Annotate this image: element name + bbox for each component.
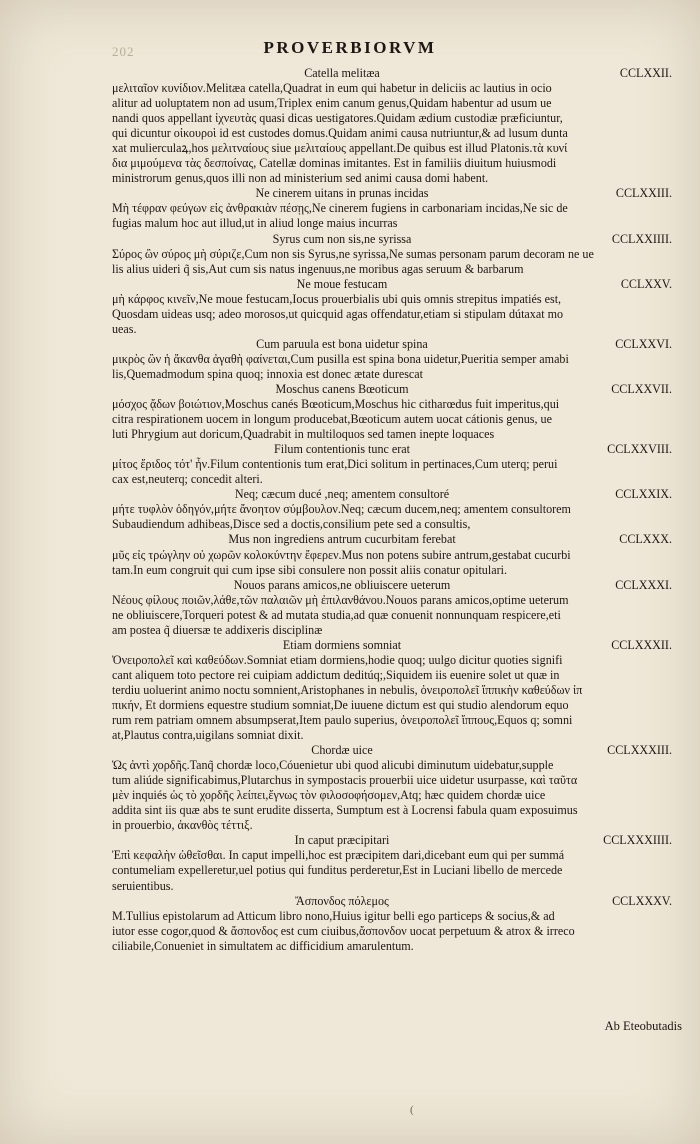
text-line: Quosdam uideas usq; adeo morosos,ut quicquid agas offendatur,etiam si stipulam dútaxat mo	[112, 306, 564, 321]
text-line: πικήν, Et dormiens equestre studium somniat,De iuuene dictum est qui studio alendorum equo	[112, 697, 569, 712]
text-line: rum rem patriam omnem absumpserat,Item paulo superius, ὀνειροπολεῖ ἵππους,Equos q; somni	[112, 713, 573, 728]
entry-heading	[112, 894, 672, 909]
proverb-entry	[112, 833, 672, 893]
text-line: μήτε τυφλὸν ὁδηγόν,μήτε ἄνοητον σύμβουλον.Neq; cæcum ducem,neq; amentem consultorem	[112, 502, 571, 517]
text-line: Μὴ τέφραν φεύγων εἰς ἀνθρακιὰν πέσῃς,Ne cinerem fugiens in carbonariam incidas,Ne sic de	[112, 201, 568, 216]
entry-heading	[112, 66, 672, 81]
text-line: ciliabile,Conueniet in simultatem ac difficidium amarulentum.	[112, 938, 414, 953]
text-line: seruientibus.	[112, 878, 174, 893]
running-title: PROVERBIORVM	[263, 38, 437, 57]
text-line: cax est,neuterq; concedit alteri.	[112, 472, 263, 487]
text-line: Ἐπὶ κεφαλὴν ὠθεῖσθαι. In caput impelli,hoc est præcipitem dari,dicebant eum qui per summá	[112, 848, 565, 863]
text-line: μελιταῖον κυνίδιον.Melitæa catella,Quadrat in eum qui habetur in deliciis ac lautius in ocio	[112, 81, 552, 96]
entry-number: CCLXXXIII.	[607, 743, 672, 758]
text-line: tum aliúde significabimus,Plutarchus in sympostacis prouerbii uice uidetur usurpasse, καὶ ταῦτα	[112, 773, 578, 788]
text-line: Ὀνειροπολεῖ καὶ καθεύδων.Somniat etiam dormiens,hodie quoq; uulgo dicitur quoties signifi	[112, 652, 563, 667]
text-line: tam.In eum congruit qui cum ipse sibi consulere non possit aliis conatur opitulari.	[112, 562, 507, 577]
entry-number: CCLXXII.	[619, 66, 672, 80]
catchword: Ab Eteobutadis	[604, 1019, 682, 1033]
proverb-entry	[112, 638, 672, 834]
entry-number: CCLXXXI.	[615, 577, 672, 592]
entry-number: CCLXXXV.	[612, 893, 672, 908]
proverb-entry	[112, 578, 672, 638]
entry-lemma: Ne moue festucam	[296, 276, 388, 291]
entry-lemma: Moschus canens Bœoticum	[275, 381, 409, 396]
text-line: μῦς εἰς τρώγλην οὐ χωρῶν κολοκύντην ἔφερεν.Mus non potens subire antrum,gestabat cucurbi	[112, 547, 571, 562]
entry-lemma: Filum contentionis tunc erat	[273, 442, 411, 457]
text-line: μίτος ἔριδος τότ' ἦν.Filum contentionis tum erat,Dici solitum in pertinaces,Cum uterq; perui	[112, 457, 558, 472]
proverb-entry	[112, 532, 672, 577]
entry-heading	[112, 487, 672, 502]
text-line: lis,Quemadmodum spina quoq; innoxia est donec ætate durescat	[112, 366, 424, 381]
text-line: μὲν inquiés ὡς τὸ χορδῆς λείπει,ἔγνως τὸν φιλοσοφήσομεν,Atq; hæc quidem chordæ uice	[112, 788, 546, 803]
text-line: μόσχος ᾄδων βοιώτιον,Moschus canés Bœoticum,Moschus hic citharœdus fuit imperitus,qui	[112, 397, 560, 412]
text-line: luti Phrygium aut doricum,Quadrabit in multiloquos sed tamen inepte loquaces	[112, 427, 495, 442]
text-line: qui dicuntur οἰκουροὶ id est custodes domus.Quidam animi causa nutriuntur,& ad lusum dunta	[112, 126, 568, 141]
entry-lemma: Ne cinerem uitans in prunas incidas	[255, 186, 429, 201]
entry-number: CCLXXXII.	[611, 637, 672, 652]
text-line: addita sint iis quæ abs te sunt erudite disserta, Sumptum est à Locrensi fabula quam exposuimus	[112, 803, 578, 818]
text-line: Σύρος ὢν σύρος μὴ σύριζε,Cum non sis Syrus,ne syrissa,Ne sumas personam parum decoram ne ue	[112, 246, 594, 261]
text-line: fugias malum hoc aut illud,ut in aliud longe maius incurras	[112, 216, 398, 231]
proverb-entry	[112, 232, 672, 277]
bottom-mark: (	[410, 1104, 414, 1116]
entry-lemma: In caput præcipitari	[294, 833, 390, 848]
text-line: citra respirationem uocem in longum producebat,Bœoticum autem uocat cátionis genus, ue	[112, 412, 552, 427]
proverb-entry	[112, 442, 672, 532]
text-line: μὴ κάρφος κινεῖν,Ne moue festucam,Iocus prouerbialis ubi quis omnis strepitus impatiés est,	[112, 291, 562, 306]
text-line: in prouerbio, ἀκανθὸς τέττιξ.	[112, 818, 253, 833]
entry-number: CCLXXIIII.	[611, 231, 672, 246]
proverb-entry	[112, 186, 672, 231]
entry-number: CCLXXIX.	[615, 487, 672, 502]
entry-lemma: Ἄσπονδος πόλεμος	[295, 893, 389, 908]
entry-lemma: Syrus cum non sis,ne syrissa	[272, 231, 412, 246]
entry-number: CCLXXIII.	[615, 186, 672, 201]
entry-heading	[112, 337, 672, 352]
text-line: nandi quos appellant ἰχνευτὰς quasi dicas uestigatores.Quidam ædium custodiæ præficiuntur,	[112, 111, 563, 126]
proverb-entry	[112, 66, 672, 186]
proverb-entry	[112, 382, 672, 442]
entry-lemma: Etiam dormiens somniat	[282, 637, 402, 652]
entry-heading	[112, 532, 672, 547]
proverb-entry	[112, 894, 672, 954]
folio-number: 202	[112, 44, 135, 59]
entry-heading	[112, 833, 672, 848]
proverb-entry	[112, 337, 672, 382]
entry-lemma: Cum paruula est bona uidetur spina	[256, 336, 428, 351]
entry-heading	[112, 382, 672, 397]
text-line: Ὡς ἀντὶ χορδῆς.Tanq̃ chordæ loco,Cóuenietur ubi quod alicubi diminutum uidebatur,supple	[112, 758, 554, 773]
text-line: lis alius uideri q̃ sis,Aut cum sis natus ingenuus,ne moribus agas seruum & barbarum	[112, 261, 524, 276]
entry-number: CCLXXVII.	[611, 381, 672, 396]
text-line: Subaudiendum adhibeas,Disce sed a doctis,consilium pete sed a consultis,	[112, 517, 471, 532]
text-line: xat mulierculaꝝ,hos μελιτναίους siue μελιταίους appellant.De quibus est illud Platonis.τὰ κυνί	[112, 141, 568, 156]
text-line: terdiu uoluerint animo noctu somnient,Aristophanes in nebulis, ὀνειροπολεῖ ἵππικὴν καθεύδων ἰπ	[112, 682, 583, 697]
entry-heading	[112, 232, 672, 247]
text-line: δια μιμούμενα τὰς δεσποίνας, Catellæ dominas imitantes. Est in familiis diuitum huiusmodi	[112, 156, 557, 171]
text-line: ne obliuiscere,Torqueri potest & ad mutata studia,ad quæ conuenit nonnunquam respicere,eti	[112, 607, 561, 622]
entry-lemma: Chordæ uice	[311, 743, 373, 758]
entry-heading	[112, 578, 672, 593]
proverb-entry	[112, 277, 672, 337]
entry-heading	[112, 442, 672, 457]
text-line: ministrorum genus,quos illi non ad ministerium sed animi causa domi habent.	[112, 171, 489, 186]
text-line: Νέους φίλους ποιῶν,λάθε,τῶν παλαιῶν μὴ ἐπιλανθάνου.Nouos parans amicos,optime ueterum	[112, 592, 569, 607]
text-line: contumeliam expelleretur,uel potius qui funditus perderetur,Est in Luciani libello de mercede	[112, 863, 563, 878]
entry-heading	[112, 743, 672, 758]
text-line: alitur ad uoluptatem non ad usum,Triplex enim canum genus,Quidam habentur ad usum ue	[112, 96, 552, 111]
entry-lemma: Nouos parans amicos,ne obliuiscere ueterum	[233, 577, 451, 592]
entry-lemma: Neq; cæcum ducé ,neq; amentem consultoré	[234, 487, 450, 502]
entry-heading	[112, 277, 672, 292]
entry-number: CCLXXVIII.	[607, 442, 672, 457]
text-line: μικρὸς ὢν ἡ ἄκανθα ἀγαθὴ φαίνεται,Cum pusilla est spina bona uidetur,Pueritia semper amabi	[112, 351, 569, 366]
text-line: cant aliquem toto pectore rei cuipiam addictum deditúq;,Siquidem iis euenire solet ut quæ in	[112, 667, 560, 682]
entry-heading	[112, 186, 672, 201]
entry-heading	[112, 638, 672, 653]
entry-number: CCLXXV.	[620, 276, 672, 291]
text-line: iutor esse cogor,quod & ἄσπονδος est cum ciuibus,ἄσπονδον uocat perpetuum & atrox & irreco	[112, 923, 575, 938]
text-line: ueas.	[112, 321, 137, 336]
entry-number: CCLXXVI.	[615, 336, 672, 351]
text-line: am postea q̃ diuersæ te addixeris disciplinæ	[112, 622, 323, 637]
entry-number: CCLXXXIIII.	[603, 833, 672, 848]
text-line: M.Tullius epistolarum ad Atticum libro nono,Huius igitur belli ego particeps & socius,& ad	[112, 908, 555, 923]
entry-lemma: Catella melitæa	[304, 66, 380, 80]
text-line: at,Plautus contra,uigilans somniat dixit.	[112, 728, 304, 743]
proverb-entries	[112, 66, 672, 954]
entry-number: CCLXXX.	[619, 532, 672, 547]
entry-lemma: Mus non ingrediens antrum cucurbitam ferebat	[228, 532, 456, 547]
